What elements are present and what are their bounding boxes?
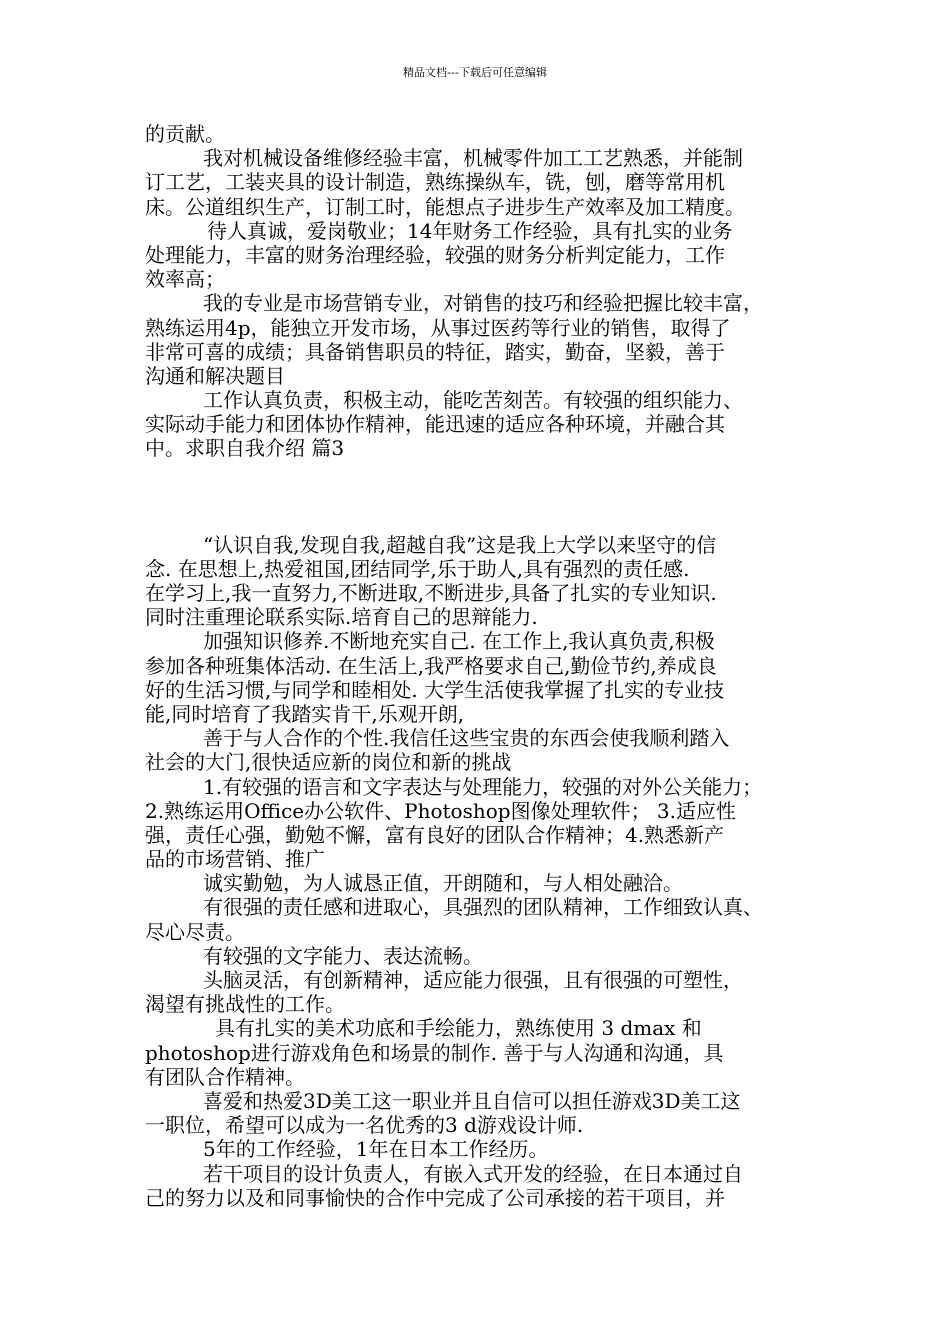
text-line: photoshop进行游戏角色和场景的制作. 善于与人沟通和沟通，具 (145, 1040, 724, 1065)
text-line: 有较强的文字能力、表达流畅。 (203, 943, 483, 968)
text-line: 处理能力，丰富的财务治理经验，较强的财务分析判定能力，工作 (145, 242, 725, 267)
text-line: 念. 在思想上,热爱祖国,团结同学,乐于助人,具有强烈的责任感. (145, 556, 690, 581)
text-line: 若干项目的设计负责人，有嵌入式开发的经验，在日本通过自 (203, 1161, 743, 1186)
text-line: 能,同时培育了我踏实肯干,乐观开朗, (145, 701, 465, 726)
paragraph-gap (145, 461, 811, 533)
text-line: 我的专业是市场营销专业，对销售的技巧和经验把握比较丰富， (203, 291, 763, 316)
text-line: 熟练运用4p，能独立开发市场，从事过医药等行业的销售，取得了 (145, 315, 731, 340)
text-line: “认识自我,发现自我,超越自我”这是我上大学以来坚守的信 (203, 532, 717, 557)
text-line: 5年的工作经验，1年在日本工作经历。 (203, 1137, 549, 1162)
text-line: 头脑灵活，有创新精神，适应能力很强，且有很强的可塑性， (203, 968, 743, 992)
text-line: 实际动手能力和团体协作精神，能迅速的适应各种环境，并融合其 (145, 412, 725, 437)
text-line: 1.有较强的语言和文字表达与处理能力，较强的对外公关能力； (203, 774, 763, 799)
text-line: 参加各种班集体活动. 在生活上,我严格要求自己,勤俭节约,养成良 (145, 653, 717, 678)
text-line: 床。公道组织生产，订制工时，能想点子进步生产效率及加工精度。 (145, 194, 745, 219)
text-line: 待人真诚，爱岗敬业；14年财务工作经验，具有扎实的业务 (207, 218, 733, 243)
text-line: 喜爱和热爱3D美工这一职业并且自信可以担任游戏3D美工这 (203, 1088, 741, 1113)
text-line: 沟通和解决题目 (145, 363, 285, 388)
text-line: 社会的大门,很快适应新的岗位和新的挑战 (145, 750, 512, 775)
text-line: 的贡献。 (145, 122, 225, 146)
document-body (145, 122, 811, 1210)
text-line: 2.熟练运用Office办公软件、Photoshop图像处理软件； 3.适应性 (145, 798, 737, 823)
text-line: 我对机械设备维修经验丰富，机械零件加工工艺熟悉，并能制 (203, 146, 743, 171)
text-line: 好的生活习惯,与同学和睦相处. 大学生活使我掌握了扎实的专业技 (145, 677, 725, 702)
text-line: 同时注重理论联系实际.培育自己的思辩能力. (145, 605, 538, 630)
text-line: 诚实勤勉，为人诚恳正值，开朗随和，与人相处融洽。 (203, 871, 683, 896)
text-line: 工作认真负责，积极主动，能吃苦刻苦。有较强的组织能力、 (203, 388, 743, 413)
text-line: 有很强的责任感和进取心，具强烈的团队精神，工作细致认真、 (203, 895, 763, 920)
text-line: 善于与人合作的个性.我信任这些宝贵的东西会使我顺利踏入 (203, 726, 730, 751)
text-line: 非常可喜的成绩；具备销售职员的特征，踏实，勤奋，坚毅，善于 (145, 339, 725, 364)
text-line: 有团队合作精神。 (145, 1064, 305, 1089)
text-line: 己的努力以及和同事愉快的合作中完成了公司承接的若干项目，并 (145, 1185, 725, 1210)
text-line: 加强知识修养.不断地充实自己. 在工作上,我认真负责,积极 (203, 629, 715, 654)
text-line: 中。求职自我介绍 篇3 (145, 436, 345, 461)
text-line: 品的市场营销、推广 (145, 847, 325, 872)
text-line: 在学习上,我一直努力,不断进取,不断进步,具备了扎实的专业知识. (145, 581, 717, 605)
text-line: 具有扎实的美术功底和手绘能力，熟练使用 3 dmax 和 (215, 1016, 702, 1041)
text-line: 效率高； (145, 267, 225, 292)
page-header: 精品文档---下载后可任意编辑 (403, 66, 547, 79)
text-line: 尽心尽责。 (145, 919, 245, 944)
text-line: 一职位，希望可以成为一名优秀的3 d游戏设计师. (145, 1113, 584, 1138)
text-line: 渴望有挑战性的工作。 (145, 992, 345, 1017)
text-line: 强，责任心强，勤勉不懈，富有良好的团队合作精神；4.熟悉新产 (145, 822, 725, 847)
text-line: 订工艺，工装夹具的设计制造，熟练操纵车，铣，刨，磨等常用机 (145, 170, 725, 195)
